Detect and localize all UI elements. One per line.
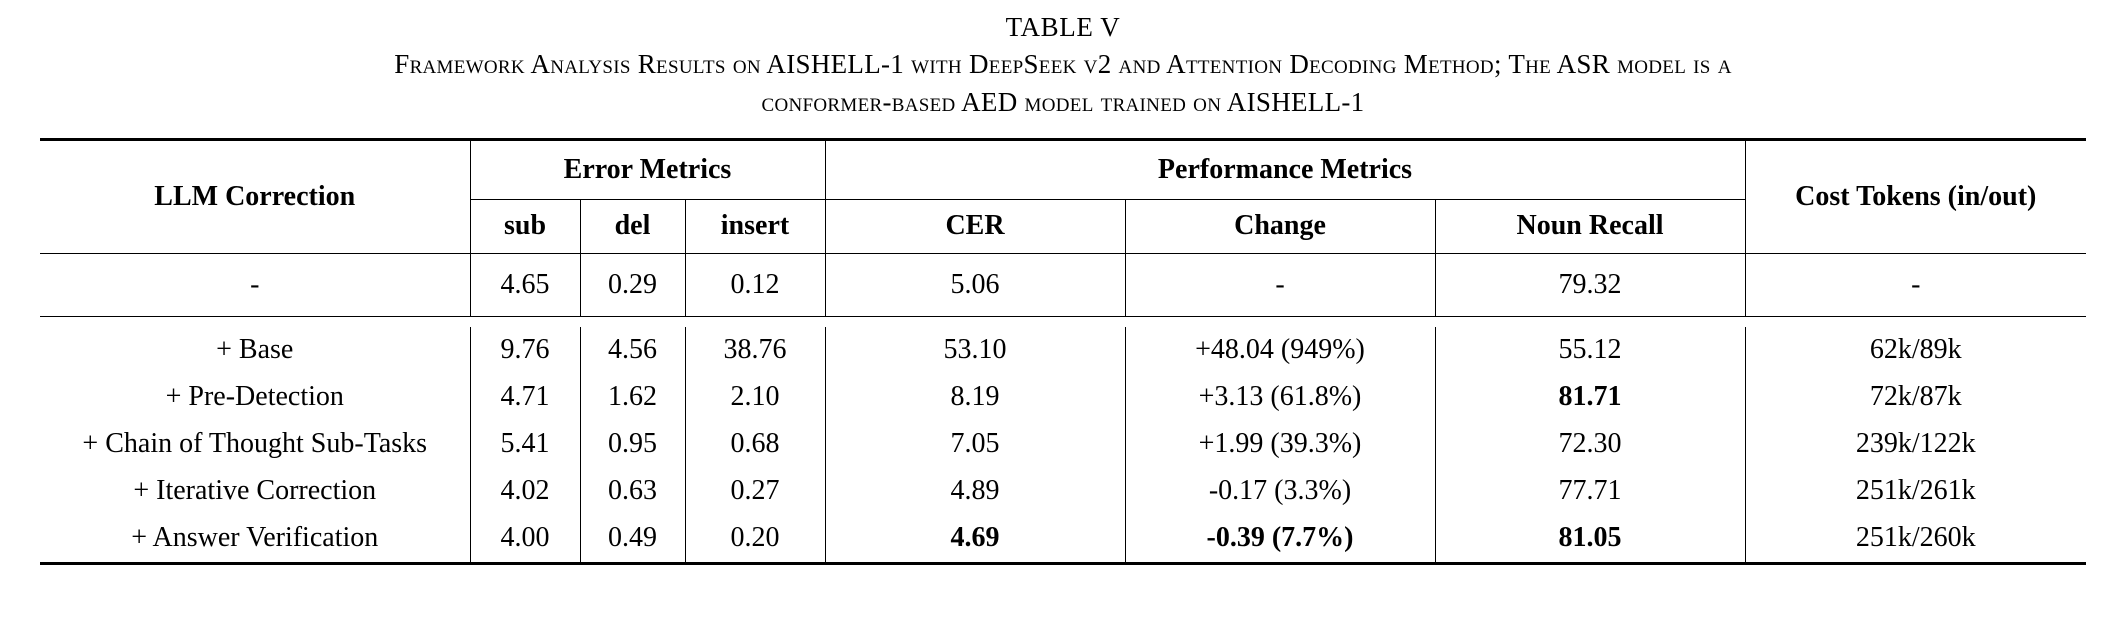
cell-sub: 4.65 — [470, 254, 580, 317]
cell-sub: 4.00 — [470, 515, 580, 564]
cell-cer: 8.19 — [825, 374, 1125, 421]
table-row — [40, 327, 2086, 374]
cell-label: - — [250, 268, 260, 300]
cell-insert: 2.10 — [685, 374, 825, 421]
cell-change: +48.04 (949%) — [1125, 327, 1435, 374]
table-row — [40, 421, 2086, 468]
cell-sub: 4.71 — [470, 374, 580, 421]
table-row — [40, 515, 2086, 564]
cell-change: -0.39 (7.7%) — [1125, 515, 1435, 564]
cell-label: + Chain of Thought Sub-Tasks — [82, 428, 428, 459]
table-row — [40, 374, 2086, 421]
table-row-baseline — [40, 254, 2086, 317]
cell-label: + Base — [216, 334, 294, 365]
cell-noun-recall: 81.71 — [1435, 374, 1745, 421]
header-group-row — [40, 141, 2086, 199]
table-caption-line-2: conformer-based AED model trained on AISHELL-1 — [761, 87, 1365, 117]
cell-noun-recall: 72.30 — [1435, 421, 1745, 468]
header-change: Change — [1125, 199, 1435, 253]
header-llm-correction: LLM Correction — [154, 180, 356, 212]
header-noun-recall: Noun Recall — [1435, 199, 1745, 253]
cell-cost: 251k/261k — [1745, 468, 2086, 515]
header-performance-metrics: Performance Metrics — [825, 141, 1745, 199]
cell-label: + Iterative Correction — [133, 475, 377, 506]
cell-cer: 4.89 — [825, 468, 1125, 515]
cell-del: 0.49 — [580, 515, 685, 564]
cell-cer: 7.05 — [825, 421, 1125, 468]
header-cost-tokens: Cost Tokens (in/out) — [1745, 141, 2086, 253]
cell-insert: 0.12 — [685, 254, 825, 317]
header-del: del — [580, 199, 685, 253]
results-table — [40, 138, 2086, 565]
cell-insert: 0.68 — [685, 421, 825, 468]
cell-cost: 251k/260k — [1745, 515, 2086, 564]
cell-insert: 38.76 — [685, 327, 825, 374]
cell-insert: 0.20 — [685, 515, 825, 564]
cell-change: +3.13 (61.8%) — [1125, 374, 1435, 421]
cell-cer: 53.10 — [825, 327, 1125, 374]
header-cer: CER — [825, 199, 1125, 253]
cell-del: 0.29 — [580, 254, 685, 317]
table-caption-label: TABLE V — [1005, 12, 1121, 42]
cell-cost: - — [1745, 254, 2086, 317]
spacer-row — [40, 317, 2086, 327]
table-row — [40, 468, 2086, 515]
cell-cost: 72k/87k — [1745, 374, 2086, 421]
cell-cost: 239k/122k — [1745, 421, 2086, 468]
table-caption — [83, 10, 2043, 120]
header-sub: sub — [470, 199, 580, 253]
cell-sub: 4.02 — [470, 468, 580, 515]
rule-bottom — [40, 563, 2086, 565]
cell-change: +1.99 (39.3%) — [1125, 421, 1435, 468]
cell-del: 0.63 — [580, 468, 685, 515]
cell-cer: 5.06 — [825, 254, 1125, 317]
cell-cost: 62k/89k — [1745, 327, 2086, 374]
cell-change: -0.17 (3.3%) — [1125, 468, 1435, 515]
cell-label: + Answer Verification — [131, 522, 379, 553]
cell-noun-recall: 81.05 — [1435, 515, 1745, 564]
cell-label: + Pre-Detection — [165, 381, 344, 412]
header-insert: insert — [685, 199, 825, 253]
cell-del: 1.62 — [580, 374, 685, 421]
cell-del: 0.95 — [580, 421, 685, 468]
cell-del: 4.56 — [580, 327, 685, 374]
cell-noun-recall: 55.12 — [1435, 327, 1745, 374]
cell-sub: 9.76 — [470, 327, 580, 374]
header-error-metrics: Error Metrics — [470, 141, 825, 199]
cell-noun-recall: 77.71 — [1435, 468, 1745, 515]
table-caption-line-1: Framework Analysis Results on AISHELL-1 with DeepSeek v2 and Attention Decoding Method; The ASR model is a — [394, 49, 1732, 79]
cell-change: - — [1125, 254, 1435, 317]
cell-sub: 5.41 — [470, 421, 580, 468]
cell-insert: 0.27 — [685, 468, 825, 515]
cell-noun-recall: 79.32 — [1435, 254, 1745, 317]
cell-cer: 4.69 — [825, 515, 1125, 564]
